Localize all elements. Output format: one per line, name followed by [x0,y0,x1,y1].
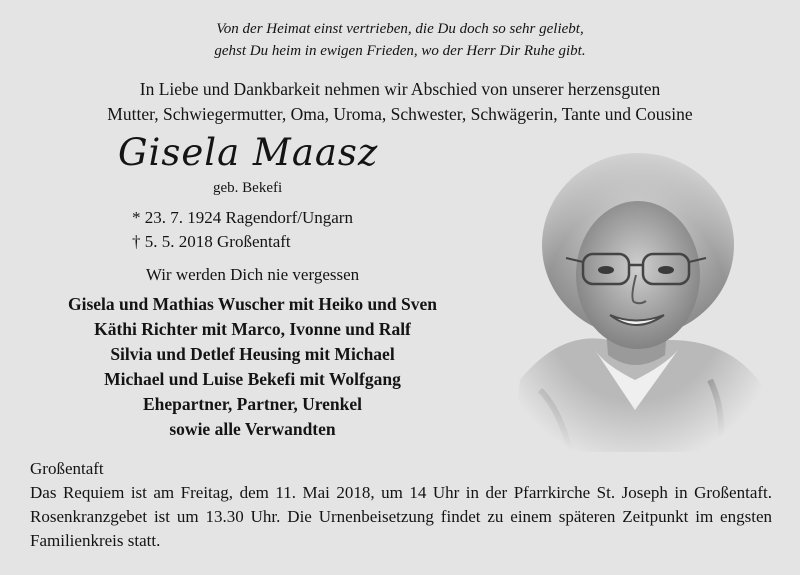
mourner-line: Silvia und Detlef Heusing mit Michael [110,344,395,364]
motto-line: gehst Du heim in ewigen Frieden, wo der Herr Dir Ruhe gibt. [214,43,586,59]
mourner-line: sowie alle Verwandten [169,419,336,439]
farewell-line: Wir werden Dich nie vergessen [145,265,360,284]
life-dates [132,206,353,254]
portrait-photo [500,150,772,452]
maiden-name: geb. Bekefi [213,180,283,196]
death-date: † 5. 5. 2018 Großentaft [132,232,291,251]
intro-text [0,77,800,127]
intro-line: In Liebe und Dankbarkeit nehmen wir Abschied von unserer herzensguten [139,79,661,99]
mourner-line: Käthi Richter mit Marco, Ivonne und Ralf [94,319,411,339]
intro-line: Mutter, Schwiegermutter, Oma, Uroma, Schwester, Schwägerin, Tante und Cousine [107,104,693,124]
deceased-name: Gisela Maasz [118,131,379,174]
mourner-line: Michael und Luise Bekefi mit Wolfgang [104,369,401,389]
motto-verse [0,18,800,62]
birth-date: * 23. 7. 1924 Ragendorf/Ungarn [132,208,353,227]
mourner-line: Ehepartner, Partner, Urenkel [142,394,363,414]
service-notice: Das Requiem ist am Freitag, dem 11. Mai 2018, um 14 Uhr in der Pfarrkirche St. Joseph in Großentaft. Rosenkranzgebet ist um 13.30 Uhr. Die Urnenbeisetzung findet zu einem späteren Zeitpunkt im engsten Familienkreis statt. [30,483,772,550]
motto-line: Von der Heimat einst vertrieben, die Du doch so sehr geliebt, [216,21,584,37]
mourner-line: Gisela und Mathias Wuscher mit Heiko und Sven [67,294,438,314]
mourners-list [0,292,505,442]
place-label: Großentaft [30,459,104,478]
